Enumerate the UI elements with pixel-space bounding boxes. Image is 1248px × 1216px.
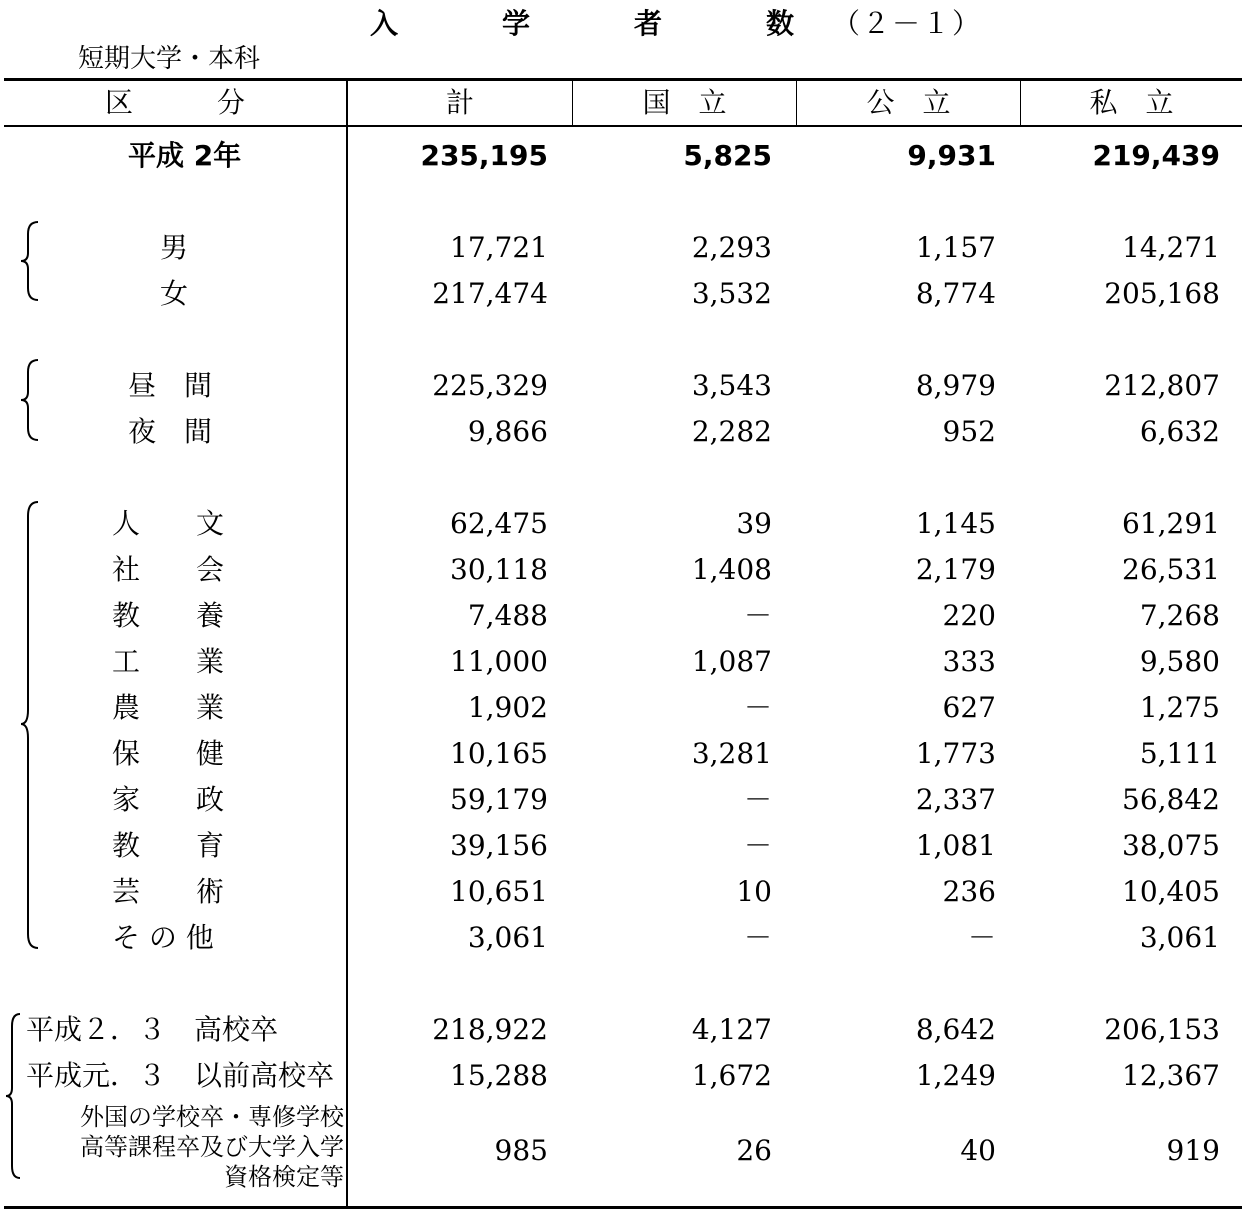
- row-value-national: －: [743, 783, 772, 816]
- row-value-private: 61,291: [1122, 507, 1220, 540]
- total-row-public: 9,931: [907, 139, 996, 172]
- row-value-private: 56,842: [1122, 783, 1220, 816]
- row-value-private: 3,061: [1139, 921, 1220, 954]
- other-qualification-label: [20, 1102, 344, 1192]
- row-value-public: 1,145: [915, 507, 996, 540]
- row-label: そ の 他: [112, 921, 214, 954]
- row-label: 芸 術: [112, 875, 225, 908]
- row-value-national: 2,282: [691, 415, 772, 448]
- row-label: 平成２．３ 高校卒: [26, 1013, 279, 1046]
- row-label: 男: [160, 231, 189, 264]
- row-value-total: 217,474: [432, 277, 548, 310]
- row-value-public: 8,774: [915, 277, 996, 310]
- total-row-total: 235,195: [420, 139, 548, 172]
- row-value-private: 26,531: [1122, 553, 1220, 586]
- row-label: 夜 間: [128, 415, 213, 448]
- row-value-private: 6,632: [1139, 415, 1220, 448]
- row-label: 平成元．３ 以前高校卒: [26, 1059, 335, 1092]
- row-value-total: 11,000: [450, 645, 548, 678]
- top-rule: [4, 78, 1242, 81]
- total-row-label: 平成 2年: [128, 139, 242, 172]
- other-qualification-line-2: 高等課程卒及び大学入学: [80, 1133, 344, 1161]
- row-value-national: 39: [736, 507, 772, 540]
- page-title: 入 学 者 数（２－１）: [370, 7, 983, 40]
- row-value-national: 3,281: [691, 737, 772, 770]
- row-value-public: 2,179: [915, 553, 996, 586]
- header-national: 国 立: [642, 86, 727, 119]
- row-label: 昼 間: [128, 369, 213, 402]
- row-value-total: 10,165: [450, 737, 548, 770]
- row-value-total: 7,488: [467, 599, 548, 632]
- row-label: 保 健: [112, 737, 225, 770]
- row-value-total: 9,866: [467, 415, 548, 448]
- row-label: 人 文: [112, 507, 225, 540]
- row-value-total: 15,288: [450, 1059, 548, 1092]
- other-qualification-public: 40: [960, 1134, 996, 1167]
- other-qualification-private: 919: [1166, 1134, 1220, 1167]
- row-value-public: 1,081: [915, 829, 996, 862]
- row-value-private: 212,807: [1104, 369, 1220, 402]
- header-private: 私 立: [1089, 86, 1174, 119]
- row-value-total: 1,902: [467, 691, 548, 724]
- row-value-public: 236: [942, 875, 996, 908]
- row-value-total: 39,156: [450, 829, 548, 862]
- row-value-private: 7,268: [1139, 599, 1220, 632]
- total-row-private: 219,439: [1092, 139, 1220, 172]
- row-value-national: －: [743, 829, 772, 862]
- row-value-private: 38,075: [1122, 829, 1220, 862]
- row-value-total: 62,475: [450, 507, 548, 540]
- row-value-total: 3,061: [467, 921, 548, 954]
- row-value-public: 8,642: [915, 1013, 996, 1046]
- row-value-national: 10: [736, 875, 772, 908]
- row-label: 工 業: [112, 645, 225, 678]
- row-value-private: 5,111: [1139, 737, 1220, 770]
- row-value-total: 225,329: [432, 369, 548, 402]
- row-value-public: 8,979: [915, 369, 996, 402]
- row-value-national: －: [743, 691, 772, 724]
- row-label: 社 会: [112, 553, 225, 586]
- row-value-private: 1,275: [1139, 691, 1220, 724]
- row-value-private: 12,367: [1122, 1059, 1220, 1092]
- daynight-brace: [18, 358, 42, 442]
- row-value-national: 2,293: [691, 231, 772, 264]
- row-value-total: 30,118: [450, 553, 548, 586]
- row-value-national: －: [743, 921, 772, 954]
- row-label: 教 育: [112, 829, 225, 862]
- other-qualification-national: 26: [736, 1134, 772, 1167]
- row-label: 女: [160, 277, 189, 310]
- row-value-private: 14,271: [1122, 231, 1220, 264]
- row-label: 教 養: [112, 599, 225, 632]
- row-value-private: 205,168: [1104, 277, 1220, 310]
- header-public: 公 立: [866, 86, 951, 119]
- row-value-national: 1,087: [691, 645, 772, 678]
- row-value-public: 1,249: [915, 1059, 996, 1092]
- row-value-national: －: [743, 599, 772, 632]
- row-value-private: 10,405: [1122, 875, 1220, 908]
- other-qualification-line-3: 資格検定等: [224, 1163, 344, 1191]
- row-value-national: 1,408: [691, 553, 772, 586]
- header-total: 計: [445, 86, 474, 119]
- other-qualification-total: 985: [494, 1134, 548, 1167]
- row-label: 家 政: [112, 783, 225, 816]
- total-row-national: 5,825: [683, 139, 772, 172]
- row-value-public: 952: [942, 415, 996, 448]
- row-value-public: 627: [942, 691, 996, 724]
- header-rule: [4, 125, 1242, 127]
- row-value-national: 4,127: [691, 1013, 772, 1046]
- row-value-private: 206,153: [1104, 1013, 1220, 1046]
- row-value-public: 1,157: [915, 231, 996, 264]
- other-qualification-line-1: 外国の学校卒・専修学校: [80, 1103, 344, 1131]
- row-value-total: 59,179: [450, 783, 548, 816]
- field-brace: [18, 500, 42, 950]
- row-value-national: 1,672: [691, 1059, 772, 1092]
- gender-brace: [18, 220, 42, 302]
- row-value-total: 218,922: [432, 1013, 548, 1046]
- row-label: 農 業: [112, 691, 225, 724]
- row-value-public: 2,337: [915, 783, 996, 816]
- row-value-total: 10,651: [450, 875, 548, 908]
- row-value-national: 3,532: [691, 277, 772, 310]
- bottom-rule: [4, 1206, 1242, 1209]
- row-value-private: 9,580: [1139, 645, 1220, 678]
- row-value-public: 333: [942, 645, 996, 678]
- row-value-public: －: [967, 921, 996, 954]
- table-subtitle: 短期大学・本科: [78, 44, 261, 74]
- row-value-public: 220: [942, 599, 996, 632]
- row-value-national: 3,543: [691, 369, 772, 402]
- row-value-total: 17,721: [450, 231, 548, 264]
- row-value-public: 1,773: [915, 737, 996, 770]
- header-category: 区 分: [104, 86, 245, 119]
